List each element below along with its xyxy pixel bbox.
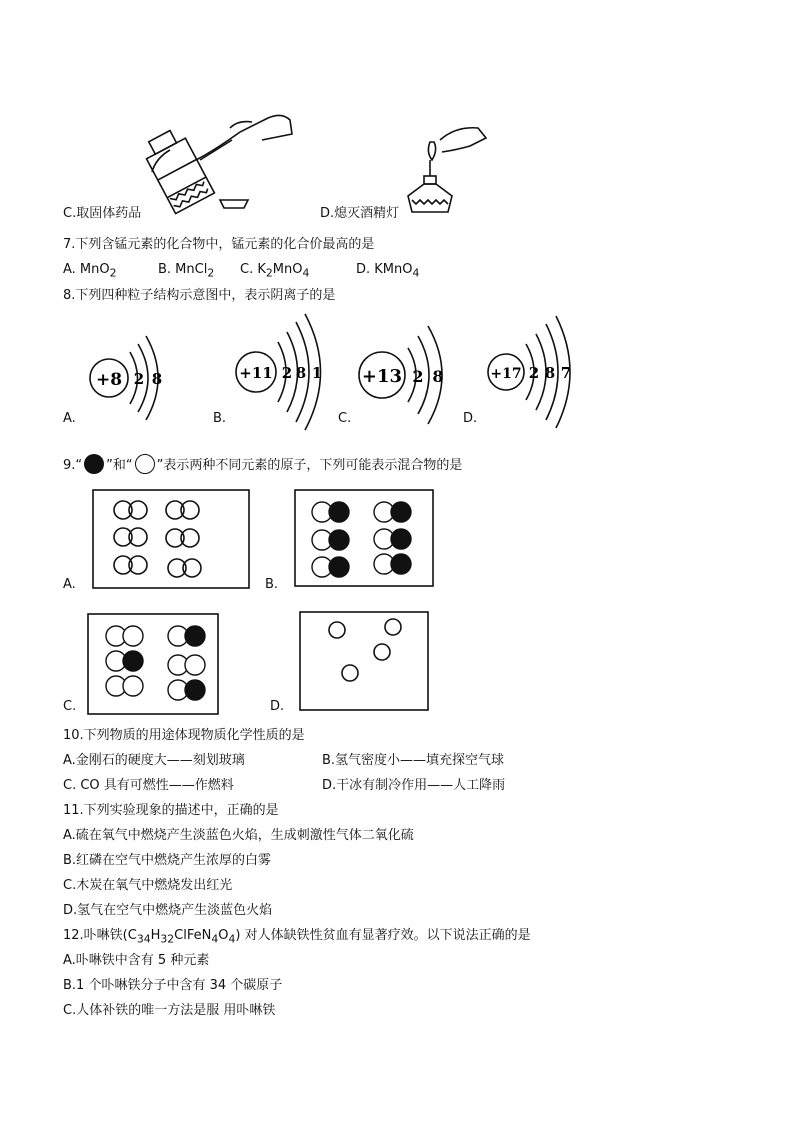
q12-option-a: A.卟啉铁中含有 5 种元素	[63, 953, 210, 968]
q12-stem: 12.卟啉铁$(C_{34}H_{32}ClFeN_4O_4)$ 对人体缺铁性贫血有显著疗效。以下说法正确的是	[63, 928, 531, 946]
q8-label-a: A.	[63, 411, 76, 426]
q10-option-c: C. CO 具有可燃性——作燃料	[63, 778, 234, 793]
particle-d	[488, 316, 571, 428]
q11-option-c: C.木炭在氧气中燃烧发出红光	[63, 878, 233, 893]
q7-option-d: D. KMnO$_4$	[356, 262, 420, 280]
particle-c-nucleus: +13	[361, 366, 403, 387]
q11-stem: 11.下列实验现象的描述中，正确的是	[63, 803, 279, 818]
q8-label-d: D.	[463, 411, 478, 426]
q9-stem: 9.“ ”和“ ”表示两种不同元素的原子，下列可能表示混合物的是	[63, 454, 462, 474]
particle-d-shell-3: 7	[560, 364, 572, 382]
particle-b	[236, 314, 322, 430]
particle-d-shell-1: 2	[528, 364, 540, 382]
q6-option-c: C.取固体药品	[63, 206, 142, 221]
q10-stem: 10.下列物质的用途体现物质化学性质的是	[63, 728, 305, 743]
q11-option-d: D.氢气在空气中燃烧产生淡蓝色火焰	[63, 903, 273, 918]
particle-a-shell-2: 8	[151, 370, 163, 388]
q7-stem: 7.下列含锰元素的化合物中，锰元素的化合价最高的是	[63, 237, 375, 252]
q12-option-c: C.人体补铁的唯一方法是服 用卟啉铁	[63, 1003, 276, 1018]
q10-option-d: D.干冰有制冷作用——人工降雨	[322, 778, 506, 793]
particle-a	[90, 336, 162, 420]
q8-stem: 8.下列四种粒子结构示意图中，表示阴离子的是	[63, 288, 336, 303]
q12-option-b: B.1 个卟啉铁分子中含有 34 个碳原子	[63, 978, 283, 993]
q7-option-a: A. MnO$_2$	[63, 262, 117, 280]
q10-option-b: B.氢气密度小——填充探空气球	[322, 753, 505, 768]
particle-a-nucleus: +8	[95, 370, 123, 390]
particle-c-shell-2: 8	[432, 367, 444, 386]
black-atom-icon	[84, 454, 104, 474]
particle-a-shell-1: 2	[133, 370, 145, 388]
particle-b-nucleus: +11	[239, 364, 273, 382]
q7-option-c: C. $K_2MnO_4$	[240, 262, 310, 280]
q6-option-d: D.熄灭酒精灯	[320, 206, 400, 221]
particle-b-shell-3: 1	[311, 364, 323, 382]
q10-option-a: A.金刚石的硬度大——刻划玻璃	[63, 753, 245, 768]
q9-label-c: C.	[63, 699, 77, 714]
q9-label-d: D.	[270, 699, 285, 714]
q8-label-b: B.	[213, 411, 227, 426]
q7-option-b: B. MnCl$_2$	[158, 262, 215, 280]
particle-b-shell-1: 2	[281, 364, 293, 382]
q11-option-b: B.红磷在空气中燃烧产生浓厚的白雾	[63, 853, 272, 868]
q9-label-b: B.	[265, 577, 279, 592]
q11-option-a: A.硫在氧气中燃烧产生淡蓝色火焰，生成刺激性气体二氧化硫	[63, 828, 414, 843]
particle-c	[359, 326, 444, 424]
q8-label-c: C.	[338, 411, 352, 426]
particle-b-shell-2: 8	[295, 364, 307, 382]
particle-d-nucleus: +17	[490, 366, 522, 382]
white-atom-icon	[135, 454, 155, 474]
q9-label-a: A.	[63, 577, 76, 592]
particle-c-shell-1: 2	[412, 367, 424, 386]
particle-d-shell-2: 8	[544, 364, 556, 382]
